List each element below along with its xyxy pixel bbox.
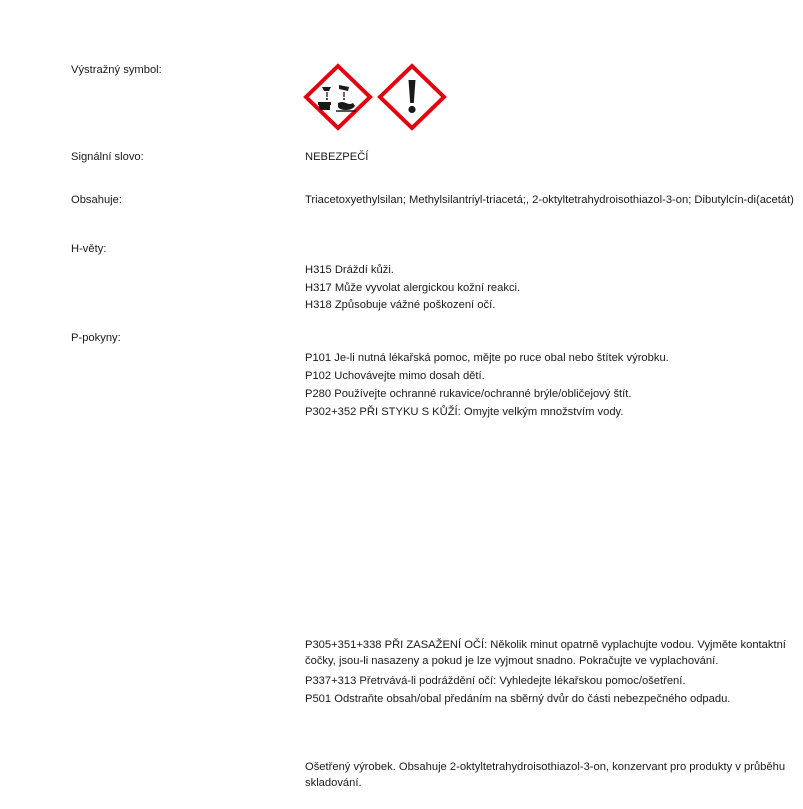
treated-article-note: Ošetřený výrobek. Obsahuje 2-oktyltetrahydroisothiazol-3-on, konzervant pro produkty v průběhu skladování. [305,761,786,789]
p-statement-p280: P280 Používejte ochranné rukavice/ochranné brýle/obličejový štít. [305,388,632,400]
corrosion-icon [303,63,373,131]
h-statements-label: H-věty: [71,243,107,255]
signal-word-label: Signální slovo: [71,151,144,163]
p-statement-p337-313: P337+313 Přetrvává-li podráždění očí: Vyhledejte lékařskou pomoc/ošetření. [305,675,686,687]
p-statement-p102: P102 Uchovávejte mimo dosah dětí. [305,370,485,382]
p-statement-p501: P501 Odstraňte obsah/obal předáním na sběrný dvůr do části nebezpečného odpadu. [305,693,731,705]
p-statements-list-1 [305,349,795,421]
contains-label: Obsahuje: [71,194,122,206]
contains-text: Triacetoxyethylsilan; Methylsilantriyl-triacetá;, 2-oktyltetrahydroisothiazol-3-on; Dibutylcín-di(acetát) [305,194,794,206]
h-statements-list [305,262,795,315]
exclamation-mark-icon [377,63,447,131]
signal-word: NEBEZPEČÍ [305,151,369,163]
p-statement-p101: P101 Je-li nutná lékařská pomoc, mějte po ruce obal nebo štítek výrobku. [305,352,669,364]
h-statement-h315: H315 Dráždí kůži. [305,264,394,276]
h-statement-h318: H318 Způsobuje vážné poškození očí. [305,299,496,311]
p-statements-label: P-pokyny: [71,332,121,344]
warning-symbol-label: Výstražný symbol: [71,64,162,76]
ghs-pictograms [303,63,447,131]
h-statement-h317: H317 Může vyvolat alergickou kožní reakci. [305,281,521,294]
p-statement-p302-352: P302+352 PŘI STYKU S KŮŽÍ: Omyjte velkým množstvím vody. [305,406,624,418]
p-statement-p305-351-338: P305+351+338 PŘI ZASAŽENÍ OČÍ: Několik minut opatrně vyplachujte vodou. Vyjměte kontaktní čočky, jsou-li nasazeny a pokud je lze vyjmout snadno. Pokračujte ve vyplachování. [305,639,786,667]
p-statements-list-2 [305,638,795,707]
